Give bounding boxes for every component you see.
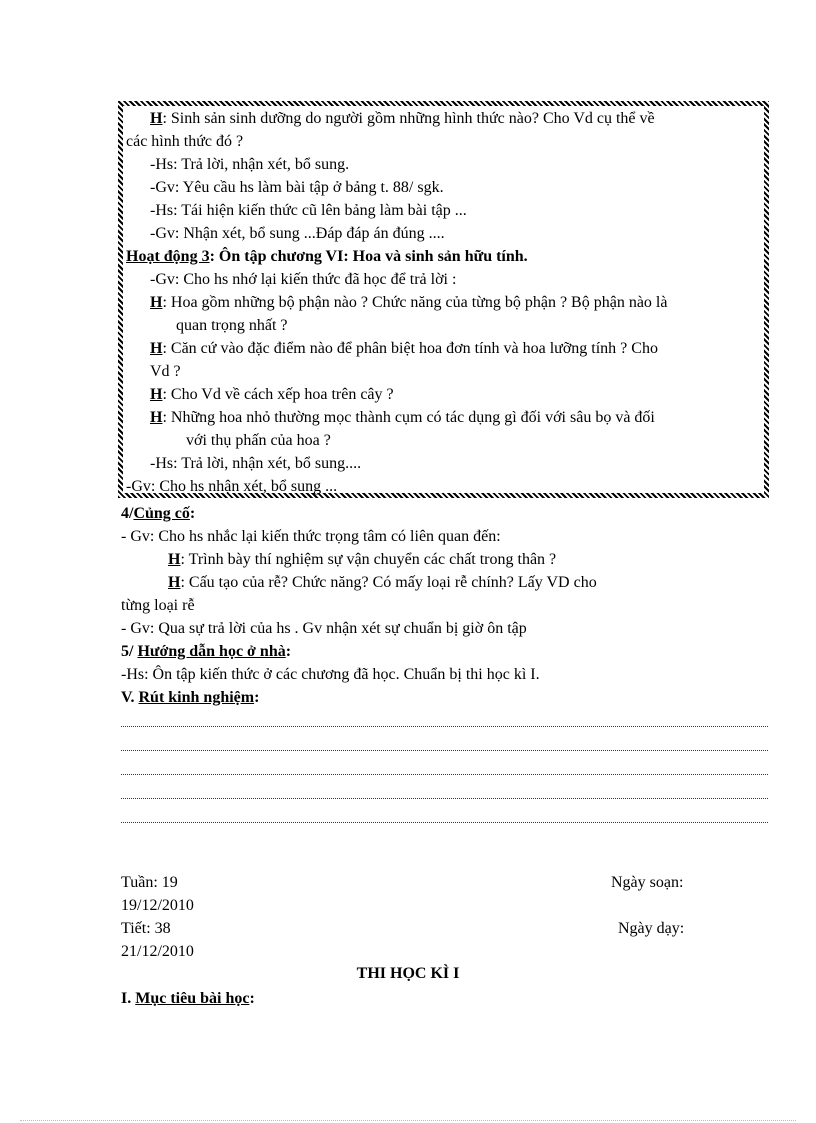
teach-date-label: Ngày dạy: <box>618 920 685 937</box>
notes-dotted-line-1 <box>121 726 768 727</box>
box-question-4-cont: với thụ phấn của hoa ? <box>186 432 331 449</box>
box-line-5: -Hs: Tái hiện kiến thức cũ lên bảng làm bài tập ... <box>150 202 467 219</box>
section-4-heading: 4/Củng cố: <box>121 505 196 522</box>
box-question-2-cont: Vd ? <box>150 363 181 380</box>
box-question-2: H: Căn cứ vào đặc điểm nào để phân biệt hoa đơn tính và hoa lưỡng tính ? Cho <box>150 340 658 357</box>
activity-3-heading: Hoạt động 3: Ôn tập chương VI: Hoa và sinh sản hữu tính. <box>126 248 528 265</box>
box-line-8: -Hs: Trả lời, nhận xét, bổ sung.... <box>150 455 362 472</box>
notes-dotted-line-4 <box>121 798 768 799</box>
teach-date-value: 21/12/2010 <box>121 943 194 960</box>
section-4-question-1: H: Trình bày thí nghiệm sự vận chuyển các chất trong thân ? <box>168 551 557 568</box>
section-5-text: -Hs: Ôn tập kiến thức ở các chương đã học. Chuẩn bị thi học kì I. <box>121 666 540 683</box>
box-line-2: các hình thức đó ? <box>126 133 244 150</box>
section-i-heading: I. Mục tiêu bài học: <box>121 990 255 1007</box>
page-bottom-border <box>20 1120 796 1121</box>
box-question-3: H: Cho Vd về cách xếp hoa trên cây ? <box>150 386 394 403</box>
prep-date-label: Ngày soạn: <box>611 874 684 891</box>
section-4-question-2-cont: từng loại rễ <box>121 597 195 614</box>
section-v-heading: V. Rút kinh nghiệm: <box>121 689 260 706</box>
box-question-4: H: Những hoa nhỏ thường mọc thành cụm có tác dụng gì đối với sâu bọ và đối <box>150 409 655 426</box>
box-line-1: H: Sinh sản sinh dưỡng do người gồm những hình thức nào? Cho Vd cụ thể về <box>150 110 655 127</box>
notes-dotted-line-2 <box>121 750 768 751</box>
section-5-heading: 5/ Hướng dẫn học ở nhà: <box>121 643 292 660</box>
box-line-4: -Gv: Yêu cầu hs làm bài tập ở bảng t. 88/ sgk. <box>150 179 444 196</box>
prep-date-value: 19/12/2010 <box>121 897 194 914</box>
exam-title: THI HỌC KÌ I <box>356 965 460 982</box>
section-4-intro: - Gv: Cho hs nhắc lại kiến thức trọng tâm có liên quan đến: <box>121 528 501 545</box>
lesson-label: Tiết: 38 <box>121 920 171 937</box>
section-4-closing: - Gv: Qua sự trả lời của hs . Gv nhận xét sự chuẩn bị giờ ôn tập <box>121 620 527 637</box>
section-4-question-2: H: Cấu tạo của rễ? Chức năng? Có mấy loại rễ chính? Lấy VD cho <box>168 574 597 591</box>
notes-dotted-line-5 <box>121 822 768 823</box>
box-line-3: -Hs: Trả lời, nhận xét, bổ sung. <box>150 156 350 173</box>
week-label: Tuần: 19 <box>121 874 178 891</box>
box-line-9: -Gv: Cho hs nhận xét, bổ sung ... <box>126 478 338 495</box>
box-question-1: H: Hoa gồm những bộ phận nào ? Chức năng của từng bộ phận ? Bộ phận nào là <box>150 294 668 311</box>
notes-dotted-line-3 <box>121 774 768 775</box>
box-line-6: -Gv: Nhận xét, bổ sung ...Đáp đáp án đúng .... <box>150 225 445 242</box>
box-question-1-cont: quan trọng nhất ? <box>176 317 288 334</box>
box-line-7: -Gv: Cho hs nhớ lại kiến thức đã học để trả lời : <box>150 271 457 288</box>
